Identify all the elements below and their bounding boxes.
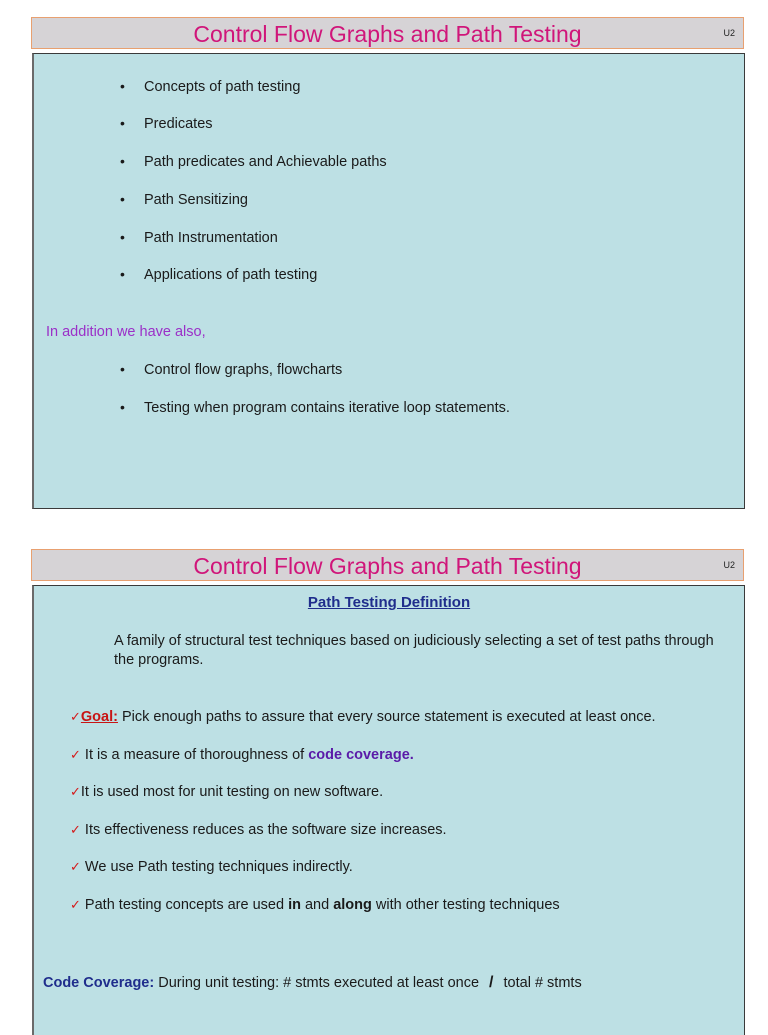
goal-label: Goal: <box>80 709 118 725</box>
effectiveness-line: ✓ Its effectiveness reduces as the software size increases. <box>70 822 447 838</box>
slide-2-tag: U2 <box>723 560 735 570</box>
checkmark-icon: ✓ <box>70 709 81 724</box>
bullet-dot-icon: • <box>120 399 125 415</box>
goal-line: ✓Goal: Pick enough paths to assure that every source statement is executed at least once. <box>70 709 656 725</box>
unit-testing-line: ✓It is used most for unit testing on new software. <box>70 784 384 800</box>
bullet-dot-icon: • <box>120 266 125 282</box>
checkmark-icon: ✓ <box>70 822 81 837</box>
measure-line: ✓ It is a measure of thoroughness of code coverage. <box>70 747 414 763</box>
bullet-dot-icon: • <box>120 361 125 377</box>
addition-note: In addition we have also, <box>46 324 206 340</box>
slide-1-title: Control Flow Graphs and Path Testing <box>193 21 582 47</box>
bullet-dot-icon: • <box>120 229 125 245</box>
bullet-dot-icon: • <box>120 115 125 131</box>
concepts-line: ✓ Path testing concepts are used in and along with other testing techniques <box>70 897 560 913</box>
checkmark-icon: ✓ <box>70 784 81 799</box>
bullet-dot-icon: • <box>120 153 125 169</box>
slide-2-title-bar <box>31 549 744 581</box>
bullet-dot-icon: • <box>120 78 125 94</box>
checkmark-icon: ✓ <box>70 897 81 912</box>
slide-2 <box>31 549 746 1024</box>
code-coverage-label: Code Coverage: <box>43 975 155 991</box>
code-coverage-formula: Code Coverage: During unit testing: # stmts executed at least once / total # stmts <box>43 974 582 991</box>
slide-2-content-panel <box>32 585 745 1035</box>
slide-1-content-panel: • Concepts of path testing • Predicates • Path predicates and Achievable paths • Path Sensitizing • Path Instrumentation • Applications of path testing In addition we have also, • Control flow graphs, flowcharts • Testing when program contains iterative loop statements. <box>32 53 745 509</box>
indirect-line: ✓ We use Path testing techniques indirectly. <box>70 859 353 875</box>
definition-paragraph: A family of structural test techniques based on judiciously selecting a set of test paths through the programs. <box>114 633 714 668</box>
code-coverage-emphasis: code coverage. <box>308 747 414 763</box>
slide-2-title: Control Flow Graphs and Path Testing <box>193 553 582 579</box>
checkmark-icon: ✓ <box>70 747 81 762</box>
slide-1-title-bar <box>31 17 744 49</box>
section-heading: Path Testing Definition <box>307 594 471 611</box>
bullet-dot-icon: • <box>120 191 125 207</box>
slide-1-tag: U2 <box>723 28 735 38</box>
slide-1 <box>31 17 746 509</box>
checkmark-icon: ✓ <box>70 859 81 874</box>
